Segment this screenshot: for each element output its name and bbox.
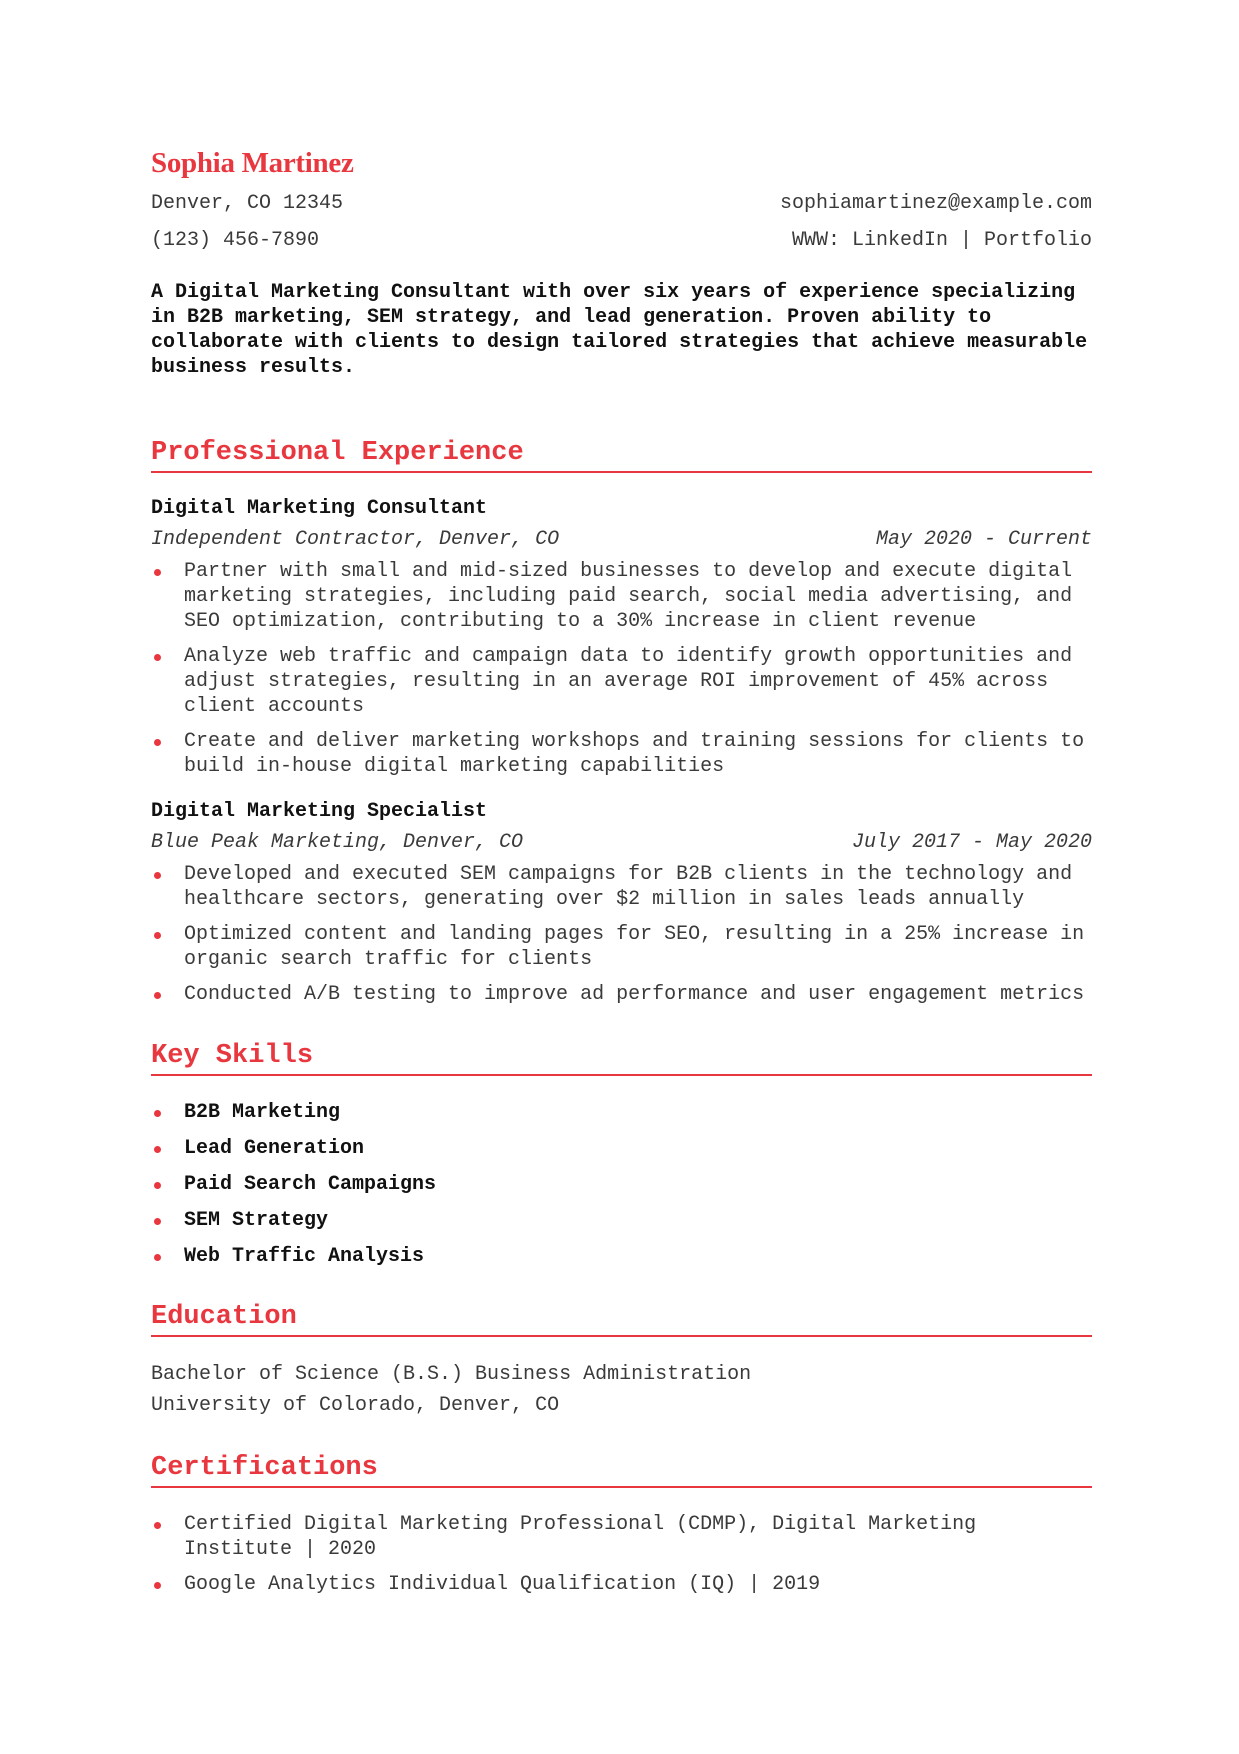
resume-page bbox=[151, 146, 1092, 1597]
email-link[interactable]: sophiamartinez@example.com bbox=[779, 192, 1092, 215]
bullet-dot-icon bbox=[154, 1146, 161, 1153]
skills-list bbox=[151, 1100, 1092, 1269]
bullet-item bbox=[151, 644, 1092, 719]
bullet-text: Conducted A/B testing to improve ad performance and user engagement metrics bbox=[184, 983, 1085, 1006]
job-entry bbox=[151, 799, 1092, 1007]
job-bullets bbox=[151, 559, 1092, 779]
summary-paragraph: A Digital Marketing Consultant with over six years of experience specializing in B2B marketing, SEM strategy, and lead generation. Proven ability to collaborate with clients to design tailored strategies that achieve measurable business results. bbox=[151, 281, 1088, 379]
contact-row-1 bbox=[151, 191, 1092, 217]
bullet-item bbox=[151, 559, 1092, 634]
bullet-dot-icon bbox=[154, 1522, 161, 1529]
job-company: Independent Contractor, Denver, CO bbox=[151, 528, 560, 551]
job-meta bbox=[151, 527, 1092, 553]
certification-text: Google Analytics Individual Qualification (IQ) | 2019 bbox=[184, 1573, 821, 1596]
skill-text: Paid Search Campaigns bbox=[184, 1173, 437, 1196]
skill-item bbox=[151, 1208, 1092, 1233]
education-heading: Education bbox=[151, 1301, 1092, 1337]
bullet-text: Developed and executed SEM campaigns for B2B clients in the technology and healthcare sectors, generating over $2 million in sales leads annually bbox=[184, 863, 1073, 911]
education-degree: Bachelor of Science (B.S.) Business Administration bbox=[151, 1363, 752, 1386]
job-title: Digital Marketing Specialist bbox=[151, 800, 488, 823]
certifications-heading: Certifications bbox=[151, 1452, 1092, 1488]
contact-row-2 bbox=[151, 228, 1092, 254]
bullet-text: Partner with small and mid-sized businesses to develop and execute digital marketing strategies, including paid search, social media advertising, and SEO optimization, contributing to a 30% increase in client revenue bbox=[184, 560, 1073, 633]
skill-item bbox=[151, 1100, 1092, 1125]
job-company: Blue Peak Marketing, Denver, CO bbox=[151, 831, 524, 854]
skill-item bbox=[151, 1244, 1092, 1269]
skill-item bbox=[151, 1136, 1092, 1161]
education-school: University of Colorado, Denver, CO bbox=[151, 1394, 560, 1417]
bullet-dot-icon bbox=[154, 872, 161, 879]
certifications-list bbox=[151, 1512, 1092, 1597]
job-meta bbox=[151, 830, 1092, 856]
bullet-item bbox=[151, 729, 1092, 779]
phone-text: (123) 456-7890 bbox=[151, 229, 320, 252]
bullet-dot-icon bbox=[154, 569, 161, 576]
bullet-item bbox=[151, 862, 1092, 912]
certification-item bbox=[151, 1572, 1092, 1597]
bullet-dot-icon bbox=[154, 654, 161, 661]
bullet-item bbox=[151, 922, 1092, 972]
bullet-dot-icon bbox=[154, 1582, 161, 1589]
bullet-dot-icon bbox=[154, 739, 161, 746]
skill-text: SEM Strategy bbox=[184, 1209, 329, 1232]
bullet-text: Create and deliver marketing workshops and training sessions for clients to build in-house digital marketing capabilities bbox=[184, 730, 1085, 778]
education-entry bbox=[151, 1359, 1092, 1421]
job-bullets bbox=[151, 862, 1092, 1007]
bullet-item bbox=[151, 982, 1092, 1007]
skills-heading: Key Skills bbox=[151, 1040, 1092, 1076]
certification-item bbox=[151, 1512, 1092, 1562]
job-entry bbox=[151, 496, 1092, 779]
bullet-text: Analyze web traffic and campaign data to identify growth opportunities and adjust strategies, resulting in an average ROI improvement of 45% across client accounts bbox=[184, 645, 1073, 718]
bullet-dot-icon bbox=[154, 1110, 161, 1117]
experience-heading: Professional Experience bbox=[151, 437, 1092, 473]
job-dates: May 2020 - Current bbox=[875, 528, 1092, 551]
certification-text: Certified Digital Marketing Professional (CDMP), Digital Marketing Institute | 2020 bbox=[184, 1513, 977, 1561]
bullet-dot-icon bbox=[154, 1218, 161, 1225]
skill-text: B2B Marketing bbox=[184, 1101, 341, 1124]
web-links[interactable]: WWW: LinkedIn | Portfolio bbox=[791, 229, 1092, 252]
bullet-text: Optimized content and landing pages for SEO, resulting in a 25% increase in organic search traffic for clients bbox=[184, 923, 1085, 971]
job-title: Digital Marketing Consultant bbox=[151, 497, 488, 520]
candidate-name: Sophia Martinez bbox=[151, 147, 354, 179]
job-dates: July 2017 - May 2020 bbox=[851, 831, 1092, 854]
bullet-dot-icon bbox=[154, 932, 161, 939]
bullet-dot-icon bbox=[154, 992, 161, 999]
bullet-dot-icon bbox=[154, 1182, 161, 1189]
bullet-dot-icon bbox=[154, 1254, 161, 1261]
skill-text: Web Traffic Analysis bbox=[184, 1245, 425, 1268]
skill-item bbox=[151, 1172, 1092, 1197]
location-text: Denver, CO 12345 bbox=[151, 192, 344, 215]
skill-text: Lead Generation bbox=[184, 1137, 365, 1160]
